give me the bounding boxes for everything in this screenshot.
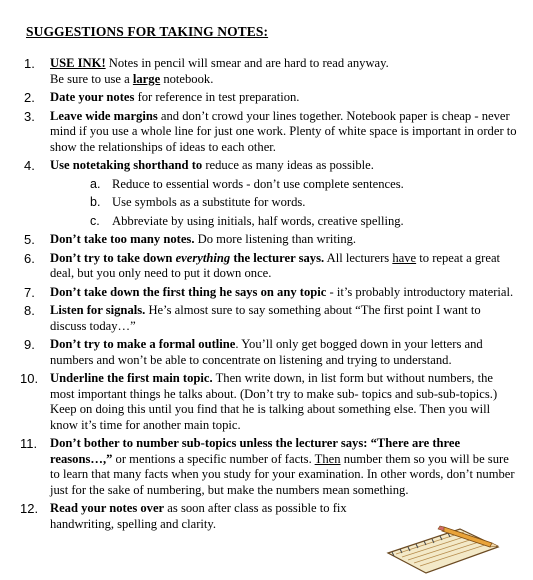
item-lead: Don’t try to make a formal outline <box>50 337 236 351</box>
item-rest: Then write down, in list form but without numbers, the most important things he talks about. (Don’t try to make sub- topics and sub-sub-topics.) Keep on doing this until you find that he is talking about something else. Then you will know it’s time for another main topic. <box>50 371 498 432</box>
item-rest: . You’ll only get bogged down in your letters and numbers and won’t be able to concentrate on listening and trying to understand. <box>50 337 483 367</box>
item-text <box>50 90 520 106</box>
item-number: 3. <box>24 108 35 124</box>
list-item <box>0 232 533 248</box>
item-lead: Date your notes <box>50 90 135 104</box>
item-text <box>50 371 520 433</box>
suggestion-list <box>0 56 533 532</box>
item-rest: - it’s probably introductory material. <box>326 284 514 299</box>
sub-item-letter: c. <box>90 213 100 228</box>
item-lead: Leave wide margins <box>50 108 158 123</box>
list-item <box>0 436 533 498</box>
sub-item-text: Reduce to essential words - don’t use complete sentences. <box>112 176 404 191</box>
item-number: 9. <box>24 337 35 352</box>
list-item <box>0 90 533 106</box>
item-text <box>50 56 520 87</box>
item-lead: Don’t try to take down <box>50 250 176 265</box>
item-rest: as soon after class as possible to fix handwriting, spelling and clarity. <box>50 501 347 531</box>
item-number: 1. <box>24 56 35 71</box>
item-rest: for reference in test preparation. <box>134 90 300 104</box>
item-rest: reduce as many ideas as possible. <box>202 158 374 172</box>
item-text <box>50 158 520 174</box>
item-line2-post: notebook. <box>160 71 214 86</box>
item-rest: or mentions a specific number of facts. <box>112 451 315 466</box>
item-text <box>50 232 520 248</box>
list-item <box>0 251 533 282</box>
item-rest: Do more listening than writing. <box>194 232 357 246</box>
item-text <box>50 436 520 498</box>
sub-item-text: Use symbols as a substitute for words. <box>112 195 306 209</box>
item-underlined-word: have <box>392 250 417 265</box>
sub-item <box>0 177 533 193</box>
item-line2-pre: Be sure to use a <box>50 71 133 86</box>
item-line2-bold: large <box>132 71 161 86</box>
item-text <box>50 337 520 368</box>
notebook-pencil-icon <box>382 523 502 575</box>
page-title: SUGGESTIONS FOR TAKING NOTES: <box>26 24 269 39</box>
item-number: 10. <box>20 371 39 386</box>
list-item <box>0 158 533 174</box>
sub-item-letter: b. <box>90 195 101 209</box>
item-rest-end: number them so you will be sure to learn that many facts when you study for your examination. In other words, don’t number just for the sake of numbering, but make the numbers mean something. <box>50 451 515 497</box>
item-number: 11. <box>20 436 38 451</box>
list-item <box>0 285 533 301</box>
item-number: 5. <box>24 232 35 247</box>
item-number: 4. <box>24 158 35 173</box>
list-item <box>0 303 533 334</box>
list-item <box>0 337 533 368</box>
sub-item-text: Abbreviate by using initials, half words, creative spelling. <box>112 213 404 228</box>
item-text <box>50 501 380 532</box>
item-lead: USE INK! <box>50 56 106 70</box>
item-rest: and don’t crowd your lines together. Notebook paper is cheap - never mind if you use a whole line for just one work. Plenty of white space is important in order to show the relationships of ideas to each other. <box>50 108 517 154</box>
item-rest: He’s almost sure to say something about “The first point I want to discuss today…” <box>50 303 481 333</box>
item-lead-end: the lecturer says. <box>230 250 325 265</box>
list-item <box>0 371 533 433</box>
item-text <box>50 285 520 301</box>
item-number: 6. <box>24 250 35 266</box>
item-lead: Underline the first main topic. <box>50 371 213 385</box>
item-number: 7. <box>24 284 35 300</box>
item-underlined-word: Then <box>314 451 341 466</box>
item-lead: Listen for signals. <box>50 303 146 317</box>
item-rest: All lecturers <box>324 250 393 265</box>
item-number: 8. <box>24 303 35 318</box>
item-text <box>50 303 520 334</box>
item-number: 12. <box>20 501 39 516</box>
item-text <box>50 109 520 156</box>
item-lead: Read your notes over <box>50 501 165 515</box>
item-text <box>50 251 520 282</box>
list-item <box>0 56 533 87</box>
item-lead: Use notetaking shorthand to <box>50 158 203 172</box>
item-rest-end: to repeat a great deal, but you only need to put it down once. <box>50 250 501 280</box>
sub-item <box>0 195 533 211</box>
item-lead: Don’t take too many notes. <box>50 232 195 246</box>
item-number: 2. <box>24 90 35 105</box>
sub-item <box>0 214 533 230</box>
item-lead-emphasis: everything <box>175 250 231 265</box>
list-item <box>0 109 533 156</box>
sub-item-letter: a. <box>90 176 101 191</box>
item-lead: Don’t take down the first thing he says on any topic <box>50 284 327 299</box>
item-rest: Notes in pencil will smear and are hard to read anyway. <box>105 56 389 70</box>
item-lead: Don’t bother to number sub-topics unless the lecturer says: “There are three reasons…,” <box>50 436 461 466</box>
